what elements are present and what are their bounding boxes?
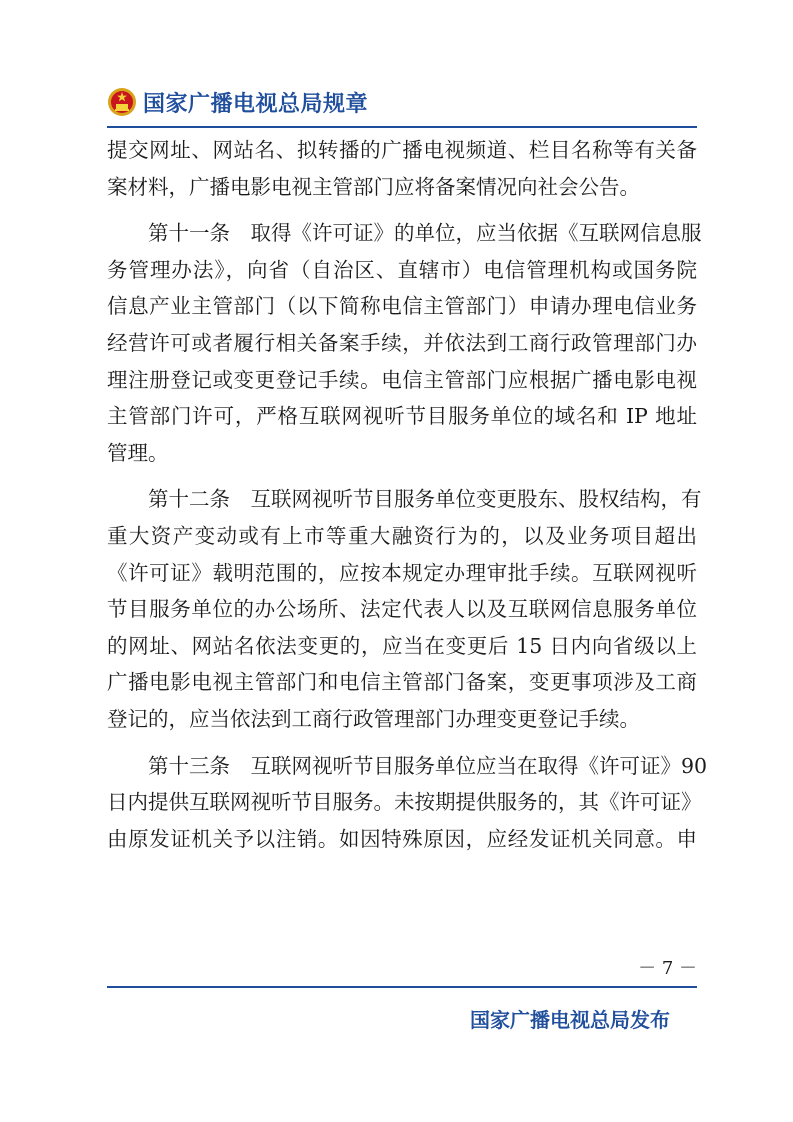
text-line: 务管理办法》，向省（自治区、直辖市）电信管理机构或国务院 — [107, 257, 697, 282]
text-line: 的网址、网站名依法变更的，应当在变更后 15 日内向省级以上 — [107, 633, 697, 658]
document-body — [107, 132, 708, 857]
text-line: 案材料，广播电影电视主管部门应将备案情况向社会公告。 — [107, 174, 640, 199]
text-line: 登记的，应当依法到工商行政管理部门办理变更登记手续。 — [107, 706, 640, 731]
page-number: － 7 － — [638, 958, 697, 979]
text-line: 提交网址、网站名、拟转播的广播电视频道、栏目名称等有关备 — [107, 138, 697, 162]
text-line: 节目服务单位的办公场所、法定代表人以及互联网信息服务单位 — [107, 597, 697, 622]
text-line: 主管部门许可，严格互联网视听节目服务单位的域名和 IP 地址 — [107, 404, 697, 429]
national-emblem-icon — [107, 87, 137, 117]
text-line: 重大资产变动或有上市等重大融资行为的，以及业务项目超出 — [107, 523, 697, 548]
text-line: 第十二条 互联网视听节目服务单位变更股东、股权结构，有 — [148, 487, 702, 512]
text-line: 经营许可或者履行相关备案手续，并依法到工商行政管理部门办 — [107, 330, 697, 355]
text-line: 理注册登记或变更登记手续。电信主管部门应根据广播电影电视 — [107, 367, 697, 392]
text-line: 《许可证》载明范围的，应按本规定办理审批手续。互联网视听 — [107, 560, 697, 585]
page-header — [107, 84, 697, 120]
footer-divider — [107, 986, 697, 988]
article-11 — [107, 215, 702, 471]
footer-publisher: 国家广播电视总局发布 — [470, 1008, 670, 1032]
text-line: 第十一条 取得《许可证》的单位，应当依据《互联网信息服 — [148, 221, 702, 246]
header-title: 国家广播电视总局规章 — [143, 91, 369, 117]
header-divider — [107, 126, 697, 128]
text-line: 第十三条 互联网视听节目服务单位应当在取得《许可证》90 — [148, 753, 708, 778]
article-13 — [107, 748, 708, 858]
text-line: 由原发证机关予以注销。如因特殊原因，应经发证机关同意。申 — [107, 826, 697, 851]
paragraph — [107, 132, 697, 205]
text-line: 广播电影电视主管部门和电信主管部门备案，变更事项涉及工商 — [107, 670, 697, 695]
text-line: 日内提供互联网视听节目服务。未按期提供服务的，其《许可证》 — [107, 790, 702, 815]
article-12 — [107, 481, 702, 737]
text-line: 管理。 — [107, 440, 169, 465]
text-line: 信息产业主管部门（以下简称电信主管部门）申请办理电信业务 — [107, 294, 697, 319]
